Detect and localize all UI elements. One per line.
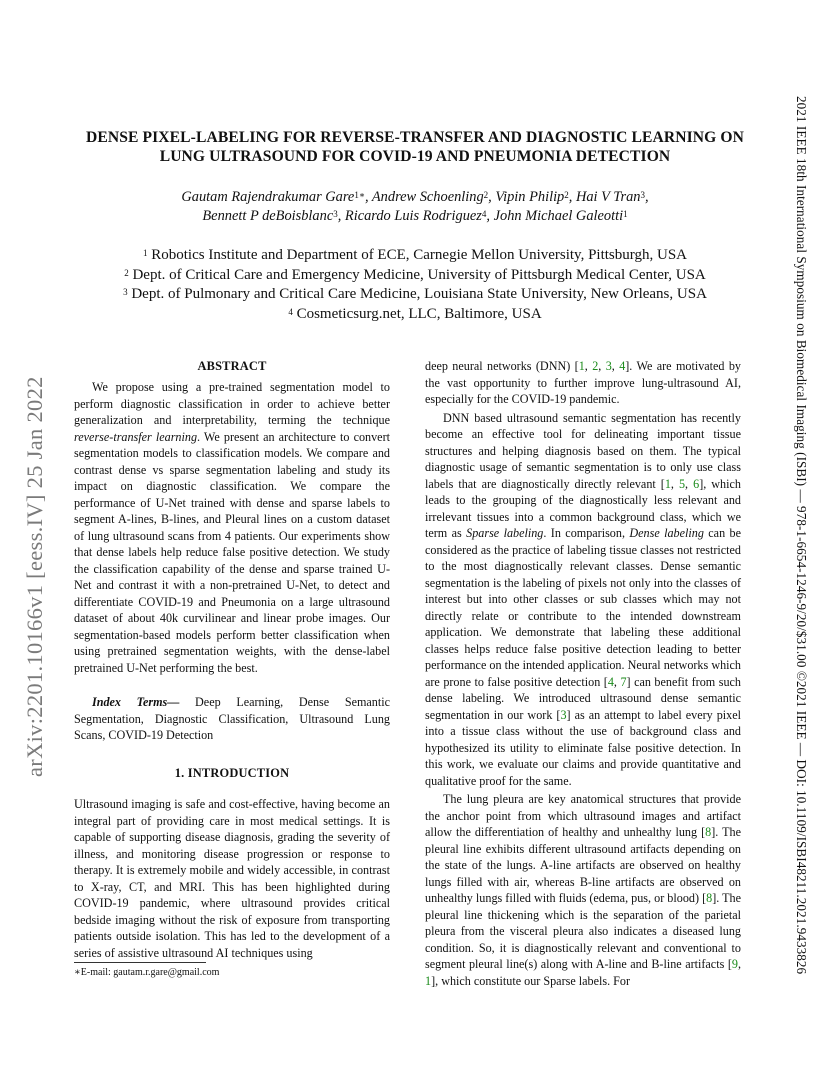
affiliation: $^2$ Dept. of Critical Care and Emergency Medicine, University of Pittsburgh Medical Center, USA xyxy=(124,266,706,283)
citation-link[interactable]: 6 xyxy=(693,476,700,491)
citation-link[interactable]: 1 xyxy=(664,476,671,491)
author: Bennett P deBoisblanc$^3$, xyxy=(202,208,345,224)
footnote-rule xyxy=(74,962,206,963)
arxiv-stamp xyxy=(14,0,54,1072)
title-line-1: DENSE PIXEL-LABELING FOR REVERSE-TRANSFER AND DIAGNOSTIC LEARNING ON xyxy=(86,129,744,146)
citation-link[interactable]: 8 xyxy=(706,891,713,905)
author: Vipin Philip$^2$, xyxy=(495,189,576,205)
paragraph: The lung pleura are key anatomical structures that provide the anchor point from which ultrasound images and artifact allow the differentiation of healthy and unhealthy lung [8]. The pleural line exhibits different ultrasound artifacts depending on the state of the lungs. A-line artifacts are observed on healthy lungs filled with air, whereas B-line artifacts are observed on unhealthy lungs filled with fluids (edema, pus, or blood) [8]. The pleural line thickening which is the separation of the parietal pleura from the visceral pleura also indicates a diseased lung condition. So, it is diagnostically relevant and conventional to segment pleural line(s) along with A-line and B-line artifacts [9, 1], which constitute our Sparse labels. For xyxy=(425,792,741,988)
right-column xyxy=(425,358,741,989)
author: Andrew Schoenling$^2$, xyxy=(371,189,496,205)
index-terms-label: Index Terms— xyxy=(92,695,180,709)
citation-link[interactable]: 1 xyxy=(578,359,585,373)
author: Gautam Rajendrakumar Gare$^{1∗}$, xyxy=(181,189,372,205)
paper-title xyxy=(70,128,760,166)
abstract-paragraph: We propose using a pre-trained segmentation model to perform diagnostic classification in order to achieve better generalization and interpretability, terming the technique reverse-transfer learning. We present an architecture to convert segmentation models to classification models. We compare and contrast dense vs sparse segmentation labeling and study its impact on diagnostic classification. We compare the performance of U-Net trained with dense and sparse labels to segment A-lines, B-lines, and Pleural lines on a custom dataset of lung ultrasound scans from 4 patients. Our experiments show that dense labels help reduce false positive detection. We study the classification capability of the dense and sparse trained U-Net and contrast it with a non-pretrained U-Net, to detect and differentiate COVID-19 and Pneumonia on a large ultrasound dataset of about 40k curvilinear and linear probe images. Our segmentation-based models perform better classification when using pretrained segmentation weights, with the dense-label pretrained U-Net performing the best. xyxy=(74,380,390,675)
side-header-text: 2021 IEEE 18th International Symposium on Biomedical Imaging (ISBI) — 978-1-6654-1246-9/20/$31.00 ©2021 IEEE — DOI: 10.1109/ISBI48211.2021.9433826 xyxy=(794,96,809,975)
author: Ricardo Luis Rodriguez$^4$, xyxy=(344,208,494,224)
abstract-body xyxy=(74,379,390,676)
arxiv-stamp-text: arXiv:2201.10166v1 [eess.IV] 25 Jan 2022 xyxy=(22,376,47,777)
affiliation: $^3$ Dept. of Pulmonary and Critical Care Medicine, Louisiana State University, New Orleans, USA xyxy=(123,286,707,302)
author-line-1 xyxy=(70,188,760,207)
affiliations xyxy=(70,246,760,324)
paragraph: deep neural networks (DNN) [1, 2, 3, 4]. We are motivated by the vast opportunity to further improve lung-ultrasound AI, especially for the COVID-19 pandemic. xyxy=(425,359,742,406)
citation-link[interactable]: 8 xyxy=(705,825,712,839)
paragraph: DNN based ultrasound semantic segmentation has recently become an effective tool for delineating important tissue structures and helping diagnosis based on them. The typical diagnostic usage of semantic segmentation is to only use class labels that are diagnostically directly relevant [1, 5, 6], which leads to the grouping of the diagnostically less relevant and irrelevant tissues into a common background class, which we term as Sparse labeling. In comparison, Dense labeling can be considered as the practice of labeling tissue classes not restricted to the most diagnostically relevant classes. Dense semantic segmentation is the labeling of pixels not only into the classes of interest but into other classes or sub classes which may not directly relate or contribute to the intended downstream application. We demonstrate that labeling these additional classes helps reduce false positive detection leading to better performance on the intended application. Neural networks which are prone to false positive detection [4, 7] can benefit from such dense labeling. We introduced ultrasound dense semantic segmentation in our work [3] as an attempt to label every pixel into a tissue class without the use of background class and hypothesized its utility to eliminate false positive detection. In this work, we evaluate our claims and provide quantitative and qualitative proof for the same. xyxy=(425,410,741,788)
citation-link[interactable]: 4 xyxy=(607,674,614,689)
title-line-2: LUNG ULTRASOUND FOR COVID-19 AND PNEUMONIA DETECTION xyxy=(159,148,671,165)
author-list xyxy=(70,188,760,226)
citation-link[interactable]: 9 xyxy=(731,957,738,971)
intro-paragraph: Ultrasound imaging is safe and cost-effective, having become an integral part of providing care in most medical settings. It is capable of supporting disease diagnosis, grading the severity of illness, and monitoring disease progression or response to therapy. It is extremely mobile and widely accessible, in contrast to X-ray, CT, and MRI. This has been highlighted during COVID-19 pandemic, where ultrasound provides critical bedside imaging without the risk of exposure from transporting patients outside isolation. This has led to the development of a series of assistive ultrasound AI techniques using xyxy=(74,797,390,960)
intro-heading: 1. INTRODUCTION xyxy=(174,766,290,780)
citation-link[interactable]: 3 xyxy=(560,707,567,722)
citation-link[interactable]: 1 xyxy=(425,973,432,988)
index-terms: Index Terms— Deep Learning, Dense Semantic Segmentation, Diagnostic Classification, Ultrasound Lung Scans, COVID-19 Detection xyxy=(74,695,390,742)
affiliation: $^1$ Robotics Institute and Department of ECE, Carnegie Mellon University, Pittsburgh, USA xyxy=(142,247,688,263)
author: Hai V Tran$^3$, xyxy=(575,189,649,205)
author-line-2 xyxy=(70,207,760,226)
abstract-heading: ABSTRACT xyxy=(197,359,267,373)
citation-link[interactable]: 5 xyxy=(678,476,686,491)
citation-link[interactable]: 3 xyxy=(605,359,612,373)
author: John Michael Galeotti$^1$ xyxy=(493,208,628,224)
citation-link[interactable]: 7 xyxy=(620,674,627,689)
side-header xyxy=(787,96,817,996)
footnote: ∗E-mail: gautam.r.gare@gmail.com xyxy=(74,967,220,978)
affiliation: $^4$ Cosmeticsurg.net, LLC, Baltimore, USA xyxy=(288,305,542,322)
citation-link[interactable]: 4 xyxy=(619,359,626,373)
intro-body xyxy=(74,796,390,961)
citation-link[interactable]: 2 xyxy=(592,359,599,373)
